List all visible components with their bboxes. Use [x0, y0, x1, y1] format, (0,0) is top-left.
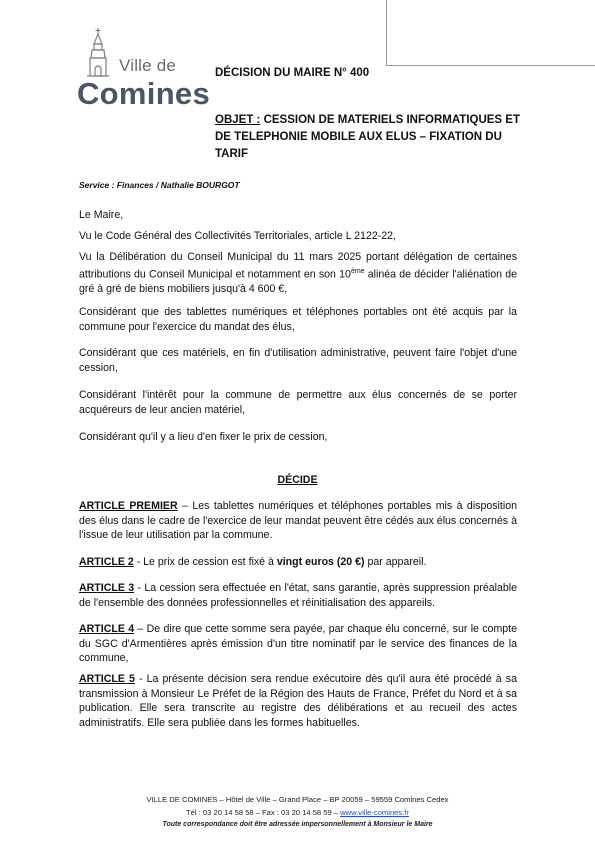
decision-title: DÉCISION DU MAIRE N° 400 [215, 67, 370, 79]
article-3 [79, 581, 517, 610]
article-1-label: ARTICLE PREMIER [79, 500, 178, 512]
objet-heading [215, 112, 525, 163]
paragraph-considerant-2: Considérant que ces matériels, en fin d'utilisation administrative, peuvent faire l'objet d'une cession, [79, 347, 517, 374]
article-2-text-b: par appareil. [364, 556, 427, 568]
service-line: Service : Finances / Nathalie BOURGOT [79, 180, 240, 190]
article-3-label: ARTICLE 3 [79, 582, 135, 594]
objet-label: OBJET : [215, 114, 261, 126]
paragraph-vu-deliberation [79, 250, 517, 296]
objet-text: CESSION DE MATERIELS INFORMATIQUES ET DE TELEPHONIE MOBILE AUX ELUS – FIXATION DU TARIF [215, 114, 520, 160]
paragraph-considerant-1: Considérant que des tablettes numériques et téléphones portables ont été acquis par la commune pour l'exercice du mandat des élus, [79, 306, 517, 333]
article-1-text: – Les tablettes numériques et téléphones portables mis à disposition des élus dans le cadre de l'exercice de leur mandat peuvent être cédés aux élus concernés à l'issue de leur utilisation par la commune. [79, 500, 517, 541]
paragraph-maire: Le Maire, [79, 209, 124, 221]
vu-deliberation-sup: ème [350, 267, 365, 275]
vu-deliberation-text-b: alinéa de décider l'aliénation de gré à gré de biens mobiliers jusqu'à 4 600 €, [79, 268, 517, 295]
paragraph-considerant-4: Considérant qu'il y a lieu d'en fixer le prix de cession, [79, 431, 328, 443]
footer-correspondence-note: Toute correspondance doit être adressée impersonnellement à Monsieur le Maire [162, 821, 433, 828]
footer-address: VILLE DE COMINES – Hôtel de Ville – Grand Place – BP 20059 – 59559 Comines Cedex [146, 795, 449, 804]
article-4-label: ARTICLE 4 [79, 623, 135, 635]
article-5-text: - La présente décision sera rendue exécutoire dès qu'il aura été procédé à sa transmission à Monsieur Le Préfet de la Région des Hauts de France, Préfet du Nord et à sa publication. Elle sera transcrite au registre des délibérations et au recueil des actes administratifs. Elle sera publiée dans les formes habituelles. [79, 673, 517, 729]
article-2-price: vingt euros (20 €) [276, 556, 365, 568]
article-2 [79, 555, 517, 570]
article-5 [79, 672, 517, 730]
article-4-text: – De dire que cette somme sera payée, par chaque élu concerné, sur le compte du SGC d'Armentières après émission d'un titre nominatif par le service des finances de la commune, [79, 623, 517, 664]
logo-ville-de: Ville de [119, 56, 177, 75]
logo-comines: Comines [77, 76, 211, 111]
church-tower-icon [84, 28, 112, 78]
decide-heading: DÉCIDE [277, 474, 318, 486]
article-5-label: ARTICLE 5 [79, 673, 135, 685]
article-4 [79, 622, 517, 666]
article-2-text-a: - Le prix de cession est fixé à [133, 556, 277, 568]
footer-phone-fax: Tél : 03 20 14 58 58 – Fax : 03 20 14 58 59 – [186, 808, 341, 817]
paragraph-vu-cgct: Vu le Code Général des Collectivités Territoriales, article L 2122-22, [79, 230, 396, 242]
article-1 [79, 499, 517, 543]
footer-contact [0, 808, 595, 817]
article-3-text: - La cession sera effectuée en l'état, sans garantie, après suppression préalable de l'ensemble des données professionnelles et réinitialisation des appareils. [79, 582, 517, 609]
paragraph-considerant-3: Considérant l'intérêt pour la commune de permettre aux élus concernés de se porter acquéreurs de leur ancien matériel, [79, 389, 517, 416]
vu-deliberation-text-a: Vu la Délibération du Conseil Municipal du 11 mars 2025 portant délégation de certaines attributions du Conseil Municipal et notamment en son 10 [79, 251, 517, 281]
article-2-label: ARTICLE 2 [79, 556, 134, 568]
footer-website-link[interactable]: www.ville-comines.fr [340, 808, 409, 817]
city-logo [72, 24, 211, 111]
stamp-box [386, 0, 595, 66]
